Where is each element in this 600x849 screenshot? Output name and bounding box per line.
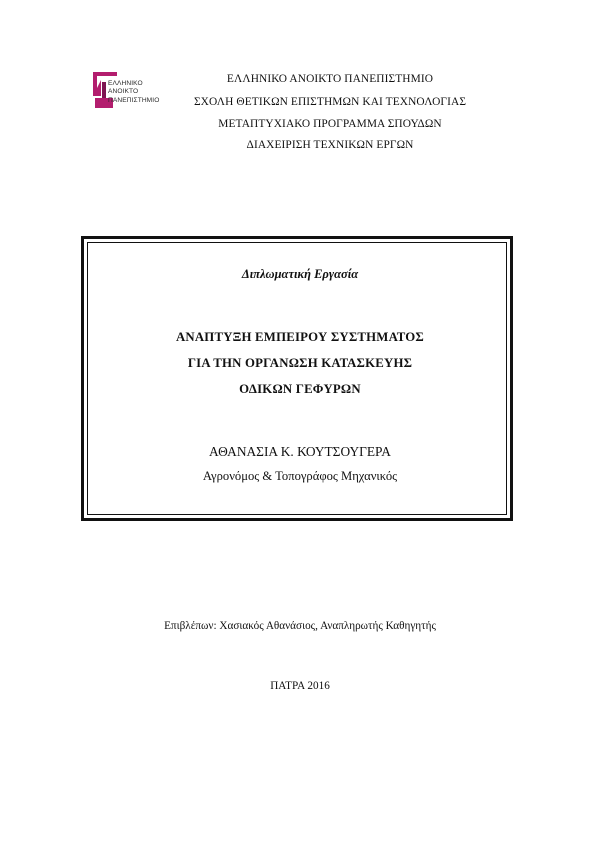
- thesis-title-line-2: ΓΙΑ ΤΗΝ ΟΡΓΑΝΩΣΗ ΚΑΤΑΣΚΕΥΗΣ: [187, 356, 413, 370]
- supervisor-line: Επιβλέπων: Χασιακός Αθανάσιος, Αναπληρωτής Καθηγητής: [164, 620, 436, 632]
- university-logo: [93, 72, 185, 108]
- specialization-name: ΔΙΑΧΕΙΡΙΣΗ ΤΕΧΝΙΚΩΝ ΕΡΓΩΝ: [246, 139, 414, 151]
- logo-text-line: ΕΛΛΗΝΙΚΟ: [108, 80, 143, 87]
- thesis-title-line-1: ΑΝΑΠΤΥΞΗ ΕΜΠΕΙΡΟΥ ΣΥΣΤΗΜΑΤΟΣ: [175, 330, 424, 344]
- author-profession: Αγρονόμος & Τοπογράφος Μηχανικός: [202, 469, 398, 483]
- logo-text-line: ΑΝΟΙΚΤΟ: [108, 88, 139, 96]
- document-type: Διπλωματική Εργασία: [241, 267, 359, 281]
- author-name: ΑΘΑΝΑΣΙΑ Κ. ΚΟΥΤΣΟΥΓΕΡΑ: [209, 444, 391, 459]
- logo-text-line: ΠΑΝΕΠΙΣΤΗΜΙΟ: [108, 96, 160, 104]
- place-and-year: ΠΑΤΡΑ 2016: [270, 680, 330, 692]
- school-name: ΣΧΟΛΗ ΘΕΤΙΚΩΝ ΕΠΙΣΤΗΜΩΝ ΚΑΙ ΤΕΧΝΟΛΟΓΙΑΣ: [193, 96, 467, 108]
- university-name: ΕΛΛΗΝΙΚΟ ΑΝΟΙΚΤΟ ΠΑΝΕΠΙΣΤΗΜΙΟ: [226, 73, 434, 85]
- program-name: ΜΕΤΑΠΤΥΧΙΑΚΟ ΠΡΟΓΡΑΜΜΑ ΣΠΟΥΔΩΝ: [218, 118, 442, 130]
- thesis-title-line-3: ΟΔΙΚΩΝ ΓΕΦΥΡΩΝ: [239, 382, 361, 396]
- university-logo-text: [108, 80, 159, 105]
